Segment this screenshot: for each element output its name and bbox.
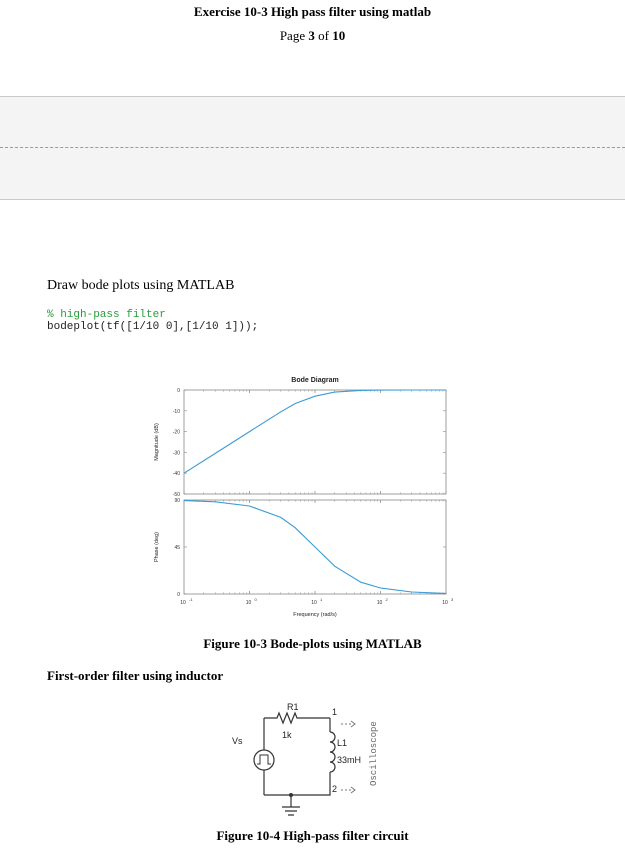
page-of: of [318,28,329,43]
chart-title: Bode Diagram [291,377,339,384]
magnitude-ytick-label: -50 [172,492,180,498]
page-prefix: Page [279,28,306,43]
figure3-caption: Figure 10-3 Bode-plots using MATLAB [203,636,422,651]
page-number: 3 [308,28,315,43]
r1-value: 1k [282,730,292,740]
x-tick-base: 10 [180,600,186,606]
intro-text: Draw bode plots using MATLAB [47,278,235,293]
node-1-label: 1 [332,707,338,717]
x-tick-exponent: -1 [189,597,193,602]
source-label: Vs [232,736,243,746]
phase-ytick-label: 0 [177,592,180,598]
magnitude-ytick-label: -10 [172,408,180,415]
x-tick-base: 10 [442,600,448,606]
x-tick-base: 10 [245,600,252,606]
code-comment: % high-pass filter [47,309,166,321]
resistor-r1 [264,713,330,723]
wire-bottom [264,772,330,795]
code-line: bodeplot(tf([1/10 0],[1/10 1])); [47,321,259,333]
magnitude-axes-box [184,390,446,494]
x-tick-base: 10 [311,600,317,606]
circuit-diagram [215,698,395,823]
node-2-label: 2 [332,784,338,794]
page-break-band [0,96,625,200]
phase-ytick-label: 90 [174,498,180,504]
page-indicator [0,28,625,44]
page-total: 10 [332,28,346,43]
x-axis-label: Frequency (rad/s) [293,612,337,618]
magnitude-ytick-label: -20 [172,429,180,436]
x-tick-exponent: 3 [451,597,454,602]
doc-title: Exercise 10-3 High pass filter using matlab [193,4,432,19]
figure4-caption: Figure 10-4 High-pass filter circuit [216,828,409,843]
ground-icon [282,807,300,815]
pulse-source-icon [254,750,274,770]
magnitude-ytick-label: -40 [172,471,180,478]
magnitude-ytick-label: 0 [177,388,180,394]
phase-ytick-label: 45 [174,545,180,551]
r1-name: R1 [287,702,299,712]
magnitude-ylabel: Magnitude (dB) [154,423,160,461]
bode-chart [150,372,460,624]
x-tick-exponent: 1 [320,597,323,602]
inductor-l1 [330,732,335,772]
page-break-divider [0,147,625,148]
oscilloscope-label: Oscilloscope [369,721,379,786]
magnitude-ytick-label: -30 [172,450,180,457]
x-tick-exponent: 0 [254,597,257,602]
section-heading: First-order filter using inductor [47,668,224,683]
x-tick-base: 10 [376,600,383,606]
phase-ylabel: Phase (deg) [154,532,160,562]
l1-value: 33mH [337,755,362,765]
l1-name: L1 [337,738,348,748]
x-tick-exponent: 2 [385,597,388,602]
